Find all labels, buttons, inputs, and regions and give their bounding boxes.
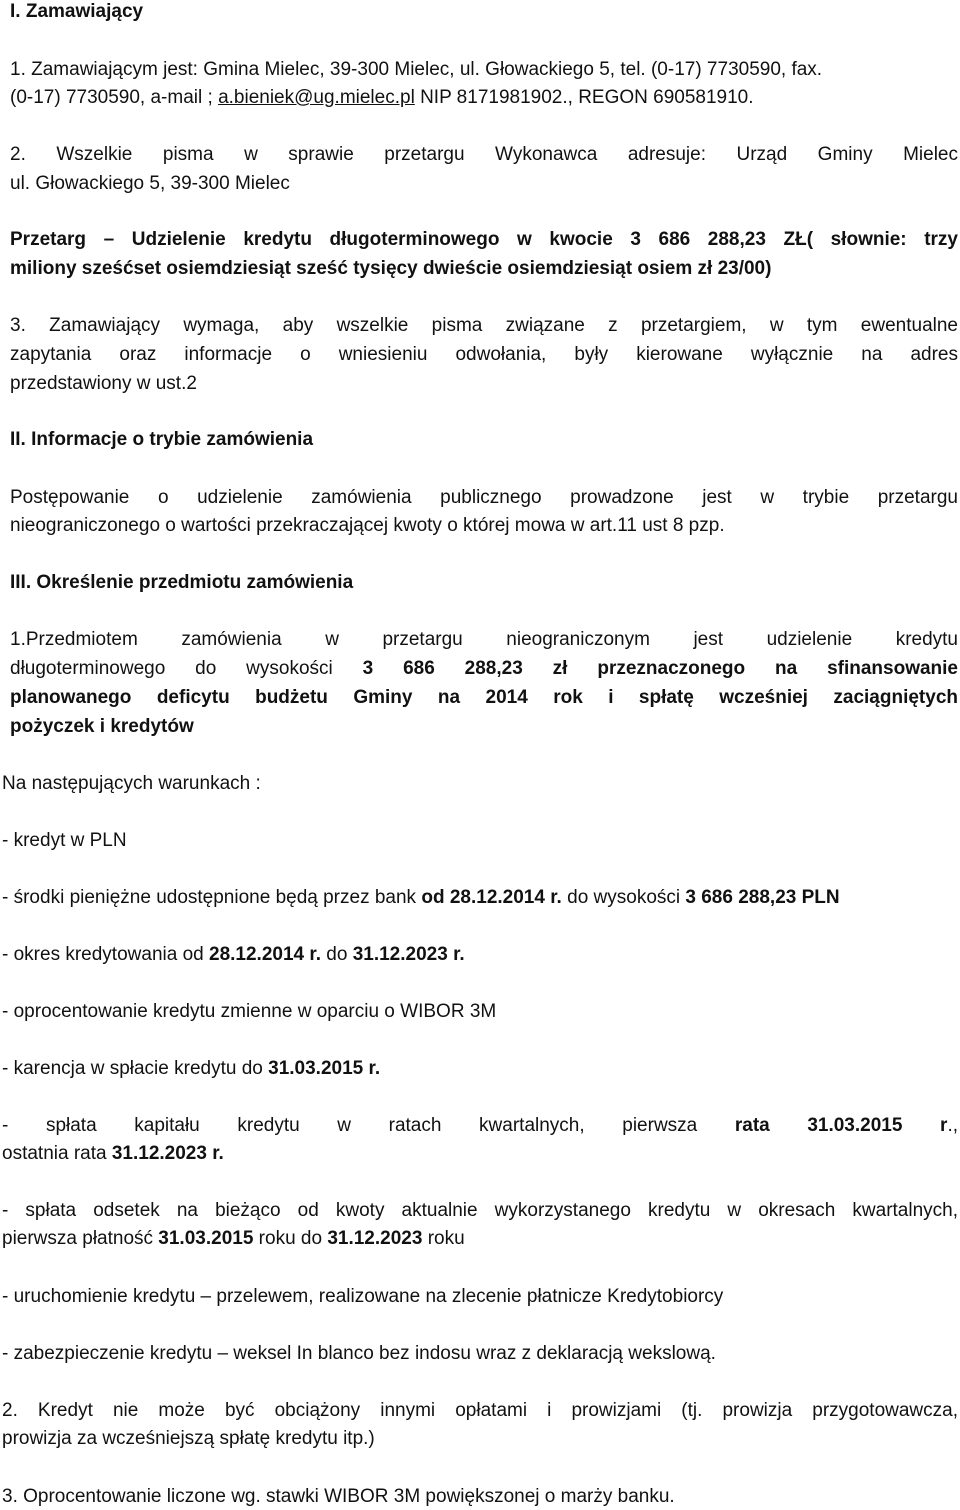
email-link[interactable]: a.bieniek@ug.mielec.pl: [218, 87, 415, 108]
condition-currency: - kredyt w PLN: [2, 830, 127, 851]
first-installment: rata 31.03.2015 r: [734, 1115, 948, 1136]
condition-grace-period: - karencja w spłacie kredytu do 31.03.2015 r.: [2, 1058, 381, 1079]
section-heading-zamawiajacy: I. Zamawiający: [10, 1, 144, 22]
subject-line-2: [10, 658, 958, 680]
condition-disbursement: - uruchomienie kredytu – przelewem, realizowane na zlecenie płatnicze Kredytobiorcy: [2, 1286, 724, 1307]
fees-line-1: 2. Kredyt nie może być obciążony innymi opłatami i prowizjami (tj. prowizja przygotowawcza,: [2, 1400, 958, 1421]
phone-text: (0-17) 7730590, a-mail ;: [10, 87, 219, 108]
requirement-line-1: 3. Zamawiający wymaga, aby wszelkie pisma związane z przetargiem, w tym ewentualne: [10, 315, 958, 336]
condition-interest-repayment-line-2: pierwsza płatność 31.03.2015 roku do 31.12.2023 roku: [2, 1228, 465, 1249]
contracting-authority-line-2: [10, 87, 958, 109]
subject-line-1: 1.Przedmiotem zamówienia w przetargu nieograniczonym jest udzielenie kredytu: [10, 629, 958, 650]
subject-amount-prefix: długoterminowego do wysokości: [10, 658, 363, 679]
period-end: 31.12.2023 r.: [352, 944, 465, 965]
fees-line-2: prowizja za wcześniejszą spłatę kredytu itp.): [2, 1428, 375, 1449]
subject-line-3: planowanego deficytu budżetu Gminy na 2014 rok i spłatę wcześniej zaciągniętych: [10, 687, 958, 708]
contracting-authority-line-1: 1. Zamawiającym jest: Gmina Mielec, 39-300 Mielec, ul. Głowackiego 5, tel. (0-17) 7730590, fax.: [10, 59, 823, 80]
section-heading-tryb: II. Informacje o trybie zamówienia: [10, 429, 314, 450]
procedure-line-2: nieograniczonego o wartości przekraczającej kwoty o której mowa w art.11 ust 8 pzp.: [10, 515, 725, 536]
section-heading-przedmiot: III. Określenie przedmiotu zamówienia: [10, 572, 354, 593]
last-installment: 31.12.2023 r.: [111, 1143, 224, 1164]
correspondence-line-1: 2. Wszelkie pisma w sprawie przetargu Wykonawca adresuje: Urząd Gminy Mielec: [10, 144, 958, 165]
subject-amount: 3 686 288,23 zł przeznaczonego na sfinansowanie: [362, 658, 959, 679]
requirement-line-3: przedstawiony w ust.2: [10, 373, 197, 394]
grace-date: 31.03.2015 r.: [268, 1058, 381, 1079]
conditions-intro: Na następujących warunkach :: [2, 773, 261, 794]
condition-capital-repayment-line-1: - spłata kapitału kredytu w ratach kwartalnych, pierwsza rata 31.03.2015 r.,: [2, 1115, 958, 1136]
procedure-line-1: Postępowanie o udzielenie zamówienia publicznego prowadzone jest w trybie przetargu: [10, 487, 958, 508]
nip-regon-text: NIP 8171981902., REGON 690581910.: [414, 87, 754, 108]
condition-availability: - środki pieniężne udostępnione będą przez bank od 28.12.2014 r. do wysokości 3 686 288,23 PLN: [2, 887, 840, 908]
condition-security: - zabezpieczenie kredytu – weksel In blanco bez indosu wraz z deklaracją wekslową.: [2, 1343, 716, 1364]
condition-interest-repayment-line-1: - spłata odsetek na bieżąco od kwoty aktualnie wykorzystanego kredytu w okresach kwartalnych,: [2, 1200, 958, 1221]
interest-calculation: 3. Oprocentowanie liczone wg. stawki WIBOR 3M powiększonej o marży banku.: [2, 1486, 675, 1507]
tender-title-line-1: Przetarg – Udzielenie kredytu długoterminowego w kwocie 3 686 288,23 ZŁ( słownie: trzy: [10, 229, 958, 250]
condition-interest-rate: - oprocentowanie kredytu zmienne w oparciu o WIBOR 3M: [2, 1001, 497, 1022]
condition-period: - okres kredytowania od 28.12.2014 r. do 31.12.2023 r.: [2, 944, 465, 965]
subject-line-4: pożyczek i kredytów: [10, 716, 194, 737]
period-start: 28.12.2014 r.: [209, 944, 321, 965]
requirement-line-2: zapytania oraz informacje o wniesieniu odwołania, były kierowane wyłącznie na adres: [10, 344, 958, 365]
availability-amount: 3 686 288,23 PLN: [685, 887, 840, 908]
correspondence-line-2: ul. Głowackiego 5, 39-300 Mielec: [10, 173, 290, 194]
condition-capital-repayment-line-2: ostatnia rata 31.12.2023 r.: [2, 1143, 224, 1164]
availability-date: od 28.12.2014 r.: [421, 887, 562, 908]
tender-title-line-2: miliony sześćset osiemdziesiąt sześć tysięcy dwieście osiemdziesiąt osiem zł 23/00): [10, 258, 772, 279]
